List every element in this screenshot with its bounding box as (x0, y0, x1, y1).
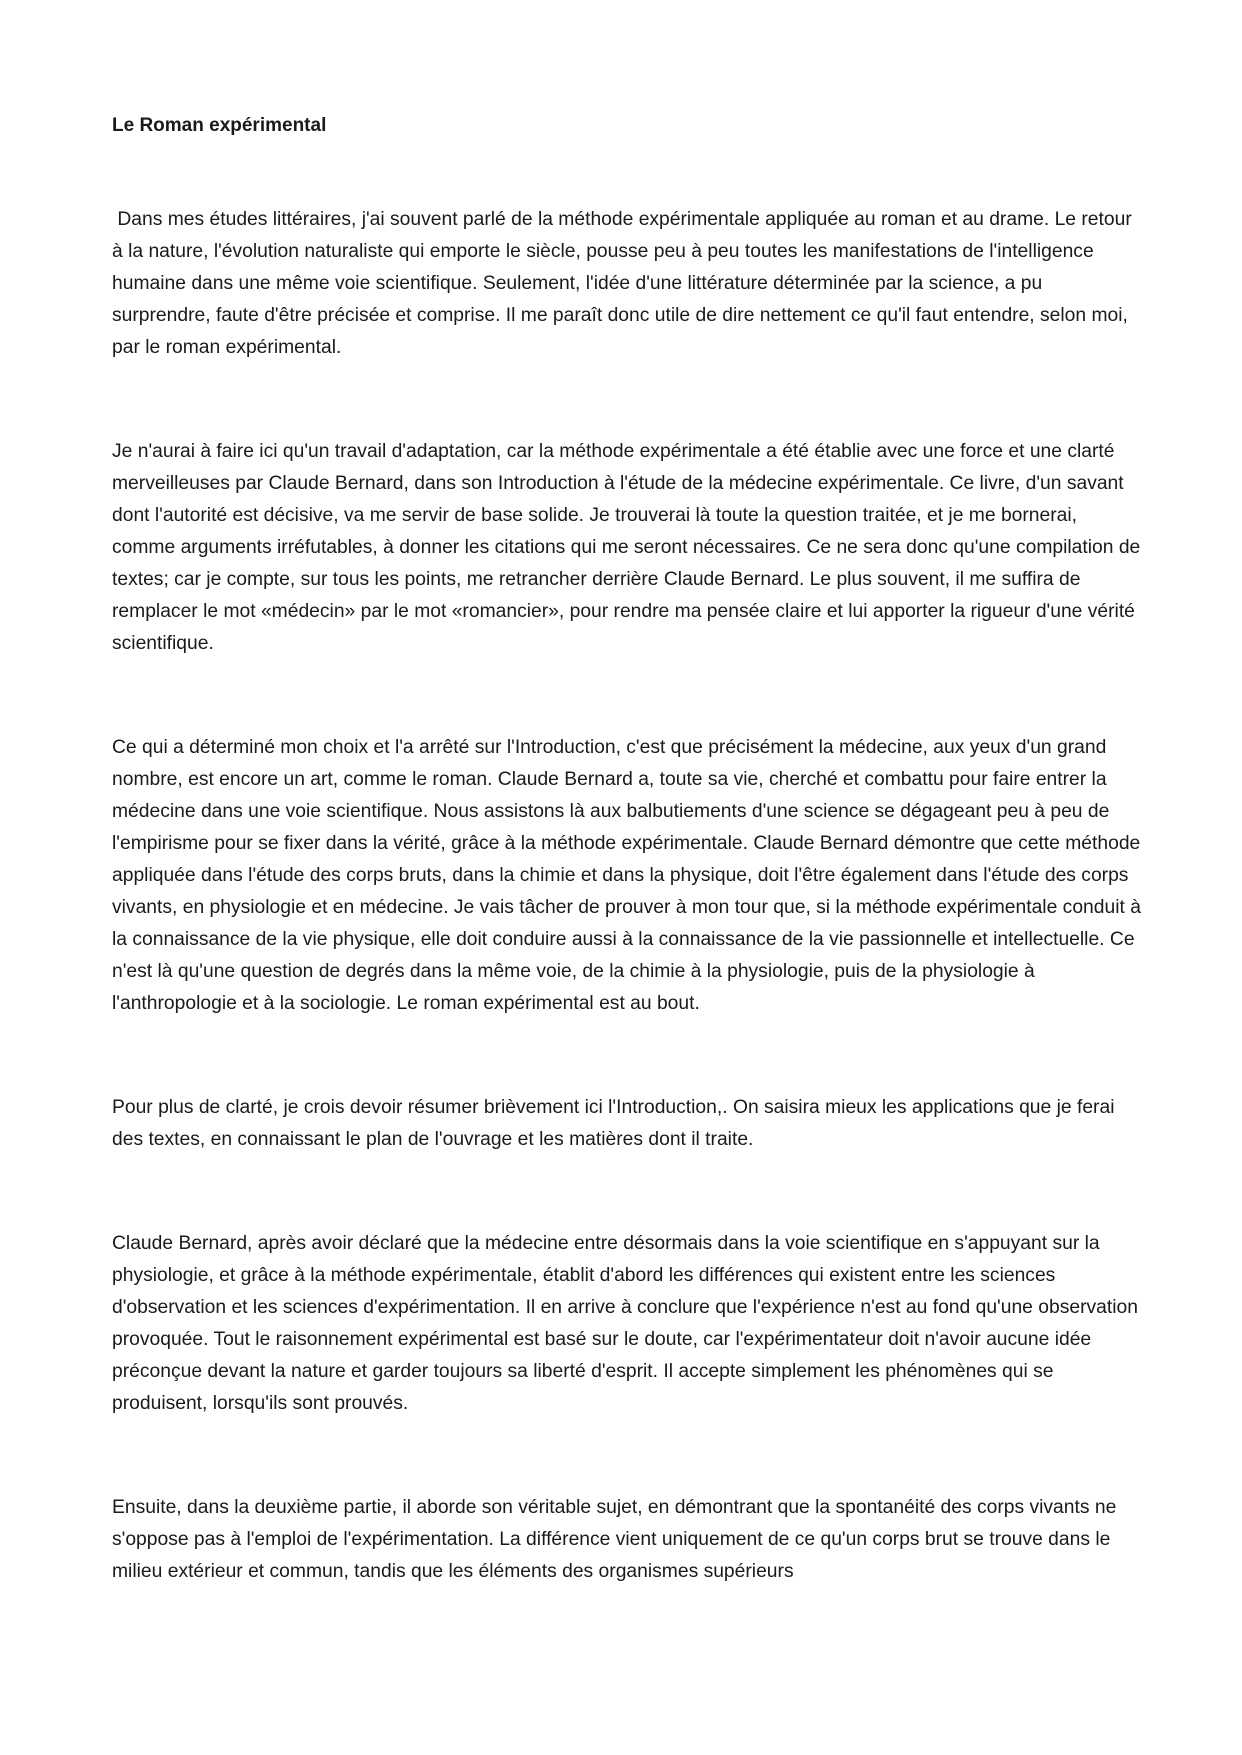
document-title: Le Roman expérimental (112, 115, 327, 136)
paragraph: Ce qui a déterminé mon choix et l'a arrêté sur l'Introduction, c'est que précisément la médecine, aux yeux d'un grand nombre, est encore un art, comme le roman. Claude Bernard a, toute sa vie, cherché et combattu pour faire entrer la médecine dans une voie scientifique. Nous assistons là aux balbutiements d'une science se dégageant peu à peu de l'empirisme pour se fixer dans la vérité, grâce à la méthode expérimentale. Claude Bernard démontre que cette méthode appliquée dans l'étude des corps bruts, dans la chimie et dans la physique, doit l'être également dans l'étude des corps vivants, en physiologie et en médecine. Je vais tâcher de prouver à mon tour que, si la méthode expérimentale conduit à la connaissance de la vie physique, elle doit conduire aussi à la connaissance de la vie passionnelle et intellectuelle. Ce n'est là qu'une question de degrés dans la même voie, de la chimie à la physiologie, puis de la physiologie à l'anthropologie et à la sociologie. Le roman expérimental est au bout. (112, 737, 1147, 1014)
paragraph: Ensuite, dans la deuxième partie, il aborde son véritable sujet, en démontrant que la spontanéité des corps vivants ne s'oppose pas à l'emploi de l'expérimentation. La différence vient uniquement de ce qu'un corps brut se trouve dans le milieu extérieur et commun, tandis que les éléments des organismes supérieurs (112, 1497, 1122, 1582)
paragraph: Dans mes études littéraires, j'ai souvent parlé de la méthode expérimentale appliquée au roman et au drame. Le retour à la nature, l'évolution naturaliste qui emporte le siècle, pousse peu à peu toutes les manifestations de l'intelligence humaine dans une même voie scientifique. Seulement, l'idée d'une littérature déterminée par la science, a pu surprendre, faute d'être précisée et comprise. Il me paraît donc utile de dire nettement ce qu'il faut entendre, selon moi, par le roman expérimental. (112, 209, 1138, 358)
paragraph: Pour plus de clarté, je crois devoir résumer brièvement ici l'Introduction,. On saisira mieux les applications que je ferai des textes, en connaissant le plan de l'ouvrage et les matières dont il traite. (112, 1097, 1120, 1150)
paragraph: Je n'aurai à faire ici qu'un travail d'adaptation, car la méthode expérimentale a été établie avec une force et une clarté merveilleuses par Claude Bernard, dans son Introduction à l'étude de la médecine expérimentale. Ce livre, d'un savant dont l'autorité est décisive, va me servir de base solide. Je trouverai là toute la question traitée, et je me bornerai, comme arguments irréfutables, à donner les citations qui me seront nécessaires. Ce ne sera donc qu'une compilation de textes; car je compte, sur tous les points, me retrancher derrière Claude Bernard. Le plus souvent, il me suffira de remplacer le mot «médecin» par le mot «romancier», pour rendre ma pensée claire et lui apporter la rigueur d'une vérité scientifique. (112, 441, 1146, 654)
paragraph: Claude Bernard, après avoir déclaré que la médecine entre désormais dans la voie scientifique en s'appuyant sur la physiologie, et grâce à la méthode expérimentale, établit d'abord les différences qui existent entre les sciences d'observation et les sciences d'expérimentation. Il en arrive à conclure que l'expérience n'est au fond qu'une observation provoquée. Tout le raisonnement expérimental est basé sur le doute, car l'expérimentateur doit n'avoir aucune idée préconçue devant la nature et garder toujours sa liberté d'esprit. Il accepte simplement les phénomènes qui se produisent, lorsqu'ils sont prouvés. (112, 1233, 1144, 1414)
